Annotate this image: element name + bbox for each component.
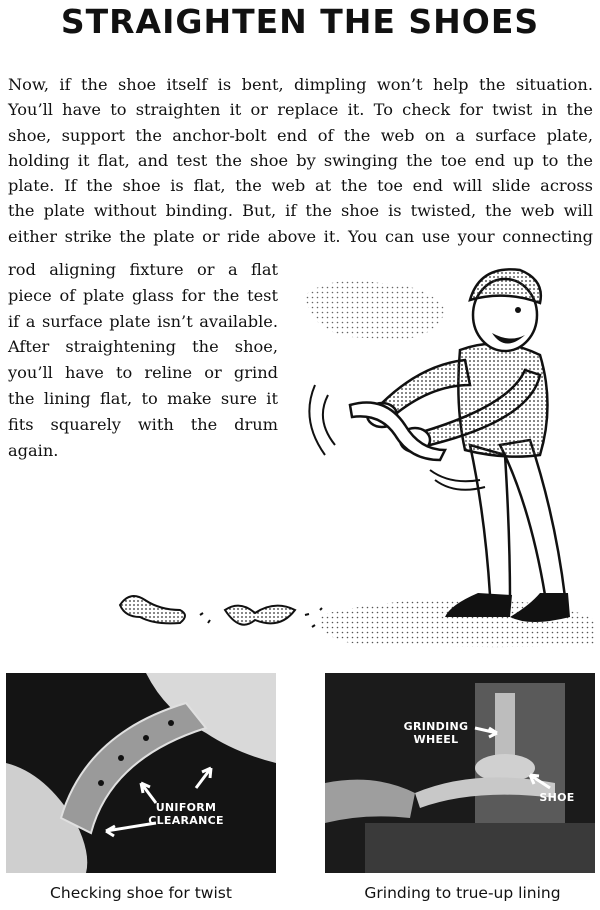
mechanic-illustration [100,255,600,650]
label-line: CLEARANCE [148,814,224,827]
caption-left: Checking shoe for twist [50,884,232,902]
brake-shoe-ground-2 [225,606,295,625]
machine-base [365,823,595,873]
text-line: the plate without binding. But, if the shoe is twisted, the web will [8,201,593,221]
text-line: you’ll have to reline or grind [8,363,278,383]
page-title: STRAIGHTEN THE SHOES [60,2,540,41]
text-line: After straightening the shoe, [8,337,278,357]
background-shading [305,281,445,340]
shoe-label: SHOE [539,791,575,804]
text-line: You’ll have to straighten it or replace it. To check for twist in the [8,100,593,120]
text-line: rod aligning fixture or a flat [8,260,278,279]
text-line: plate. If the shoe is flat, the web at the toe end will slide across [8,176,593,196]
photo-grinding [325,673,595,873]
uniform-clearance-label [146,801,226,827]
brake-shoe-ground-1 [120,596,185,623]
photo-checking-twist [6,673,276,873]
photo-left-scene [6,673,276,873]
text-line: piece of plate glass for the test [8,285,278,305]
mechanic-legs [470,440,565,600]
label-line: UNIFORM [155,801,217,814]
text-line: fits squarely with the drum [8,414,278,434]
grinding-spindle [495,693,515,763]
text-line: Now, if the shoe itself is bent, dimpling won’t help the situation. [8,75,593,94]
text-line: if a surface plate isn’t available. [8,311,278,331]
text-line: either strike the plate or ride above it. You can use your connecting [8,226,593,246]
text-line: the lining flat, to make sure it [8,388,278,408]
photo-right-scene [325,673,595,873]
grinding-wheel-label: GRINDING WHEEL [403,720,469,746]
caption-right: Grinding to true-up lining [364,884,561,902]
mechanic-eye [515,307,521,313]
text-line: again. [8,440,59,460]
text-line: holding it flat, and test the shoe by swinging the toe end up to the [8,150,593,170]
text-line: shoe, support the anchor-bolt end of the web on a surface plate, [8,125,593,145]
body-paragraph-top [8,72,593,249]
